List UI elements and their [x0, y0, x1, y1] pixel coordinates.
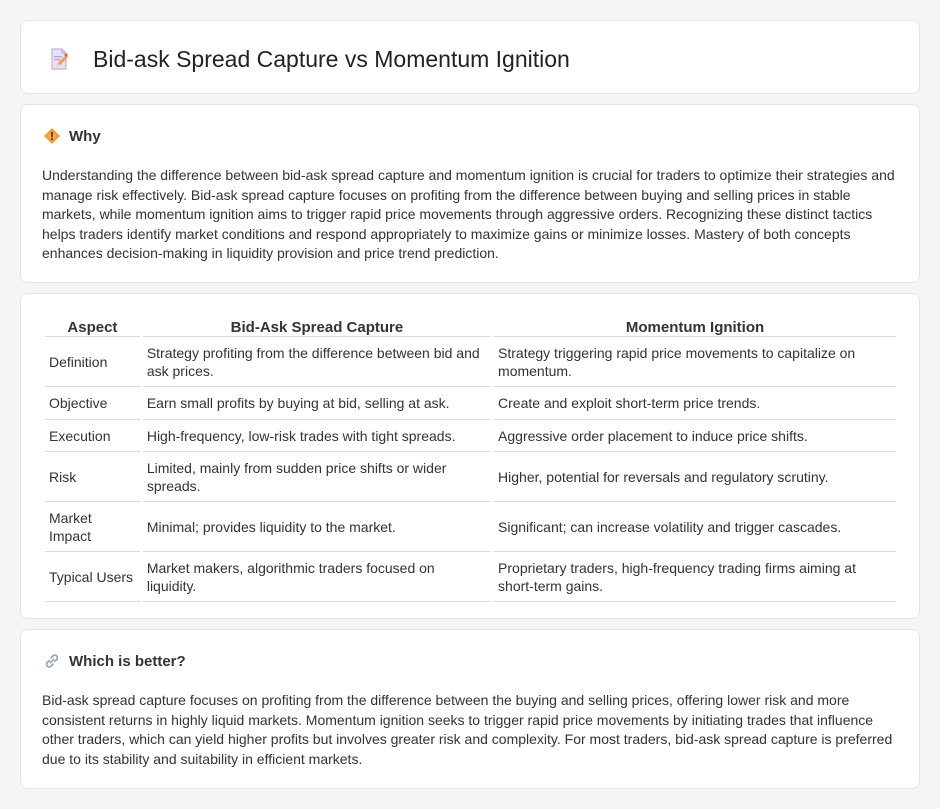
table-row: [45, 504, 896, 552]
table-cell-aspect: Market Impact: [45, 504, 140, 552]
table-cell-aspect: Typical Users: [45, 554, 140, 602]
why-heading: Why: [69, 127, 101, 145]
table-row: [45, 554, 896, 602]
table-cell-spread-capture: Market makers, algorithmic traders focused on liquidity.: [143, 554, 491, 602]
table-cell-aspect: Execution: [45, 422, 140, 453]
better-text: Bid-ask spread capture focuses on profiting from the difference between the buying and selling prices, offering lower risk and more consistent returns in highly liquid markets. Momentum ignition seeks to trigger rapid price movements by initiating trades that influence other traders, which can yield higher profits but involves greater risk and complexity. For most traders, bid-ask spread capture is preferred due to its stability and suitability in efficient markets.: [42, 692, 893, 767]
why-text: Understanding the difference between bid-ask spread capture and momentum ignition is crucial for traders to optimize their strategies and manage risk effectively. Bid-ask spread capture focuses on profiting from the difference between buying and selling prices in stable markets, while momentum ignition aims to trigger rapid price movements through aggressive orders. Recognizing these distinct tactics helps traders identify market conditions and respond appropriately to maximize gains or minimize losses. Mastery of both concepts enhances decision-making in liquidity provision and price trend prediction.: [42, 167, 895, 261]
better-heading-row: [43, 652, 186, 670]
table-cell-aspect: Definition: [45, 339, 140, 387]
table-cell-momentum-ignition: Strategy triggering rapid price movements to capitalize on momentum.: [494, 339, 896, 387]
table-row: [45, 454, 896, 502]
column-header-aspect: Aspect: [45, 318, 140, 337]
table-cell-aspect: Risk: [45, 454, 140, 502]
table-cell-aspect: Objective: [45, 389, 140, 420]
table-cell-spread-capture: Strategy profiting from the difference between bid and ask prices.: [143, 339, 491, 387]
table-cell-momentum-ignition: Proprietary traders, high-frequency trading firms aiming at short-term gains.: [494, 554, 896, 602]
table-cell-spread-capture: Earn small profits by buying at bid, selling at ask.: [143, 389, 491, 420]
column-header-momentum-ignition: Momentum Ignition: [494, 318, 896, 337]
page-title: Bid-ask Spread Capture vs Momentum Ignition: [93, 45, 570, 72]
table-row: [45, 422, 896, 453]
comparison-table: [42, 316, 899, 604]
table-cell-momentum-ignition: Higher, potential for reversals and regulatory scrutiny.: [494, 454, 896, 502]
table-row: [45, 339, 896, 387]
title-card: [20, 20, 920, 94]
diamond-warning-icon: [43, 127, 61, 145]
table-cell-momentum-ignition: Create and exploit short-term price trends.: [494, 389, 896, 420]
table-cell-momentum-ignition: Significant; can increase volatility and trigger cascades.: [494, 504, 896, 552]
comparison-section: [20, 293, 920, 619]
which-is-better-section: [20, 629, 920, 789]
document-pencil-icon: [47, 47, 71, 71]
title-row: [47, 43, 570, 75]
table-cell-momentum-ignition: Aggressive order placement to induce price shifts.: [494, 422, 896, 453]
table-cell-spread-capture: Limited, mainly from sudden price shifts or wider spreads.: [143, 454, 491, 502]
why-heading-row: [43, 127, 101, 145]
column-header-spread-capture: Bid-Ask Spread Capture: [143, 318, 491, 337]
table-cell-spread-capture: Minimal; provides liquidity to the market.: [143, 504, 491, 552]
table-header-row: [45, 318, 896, 337]
table-cell-spread-capture: High-frequency, low-risk trades with tight spreads.: [143, 422, 491, 453]
why-section: [20, 104, 920, 283]
table-row: [45, 389, 896, 420]
link-icon: [43, 652, 61, 670]
better-heading: Which is better?: [69, 652, 186, 670]
